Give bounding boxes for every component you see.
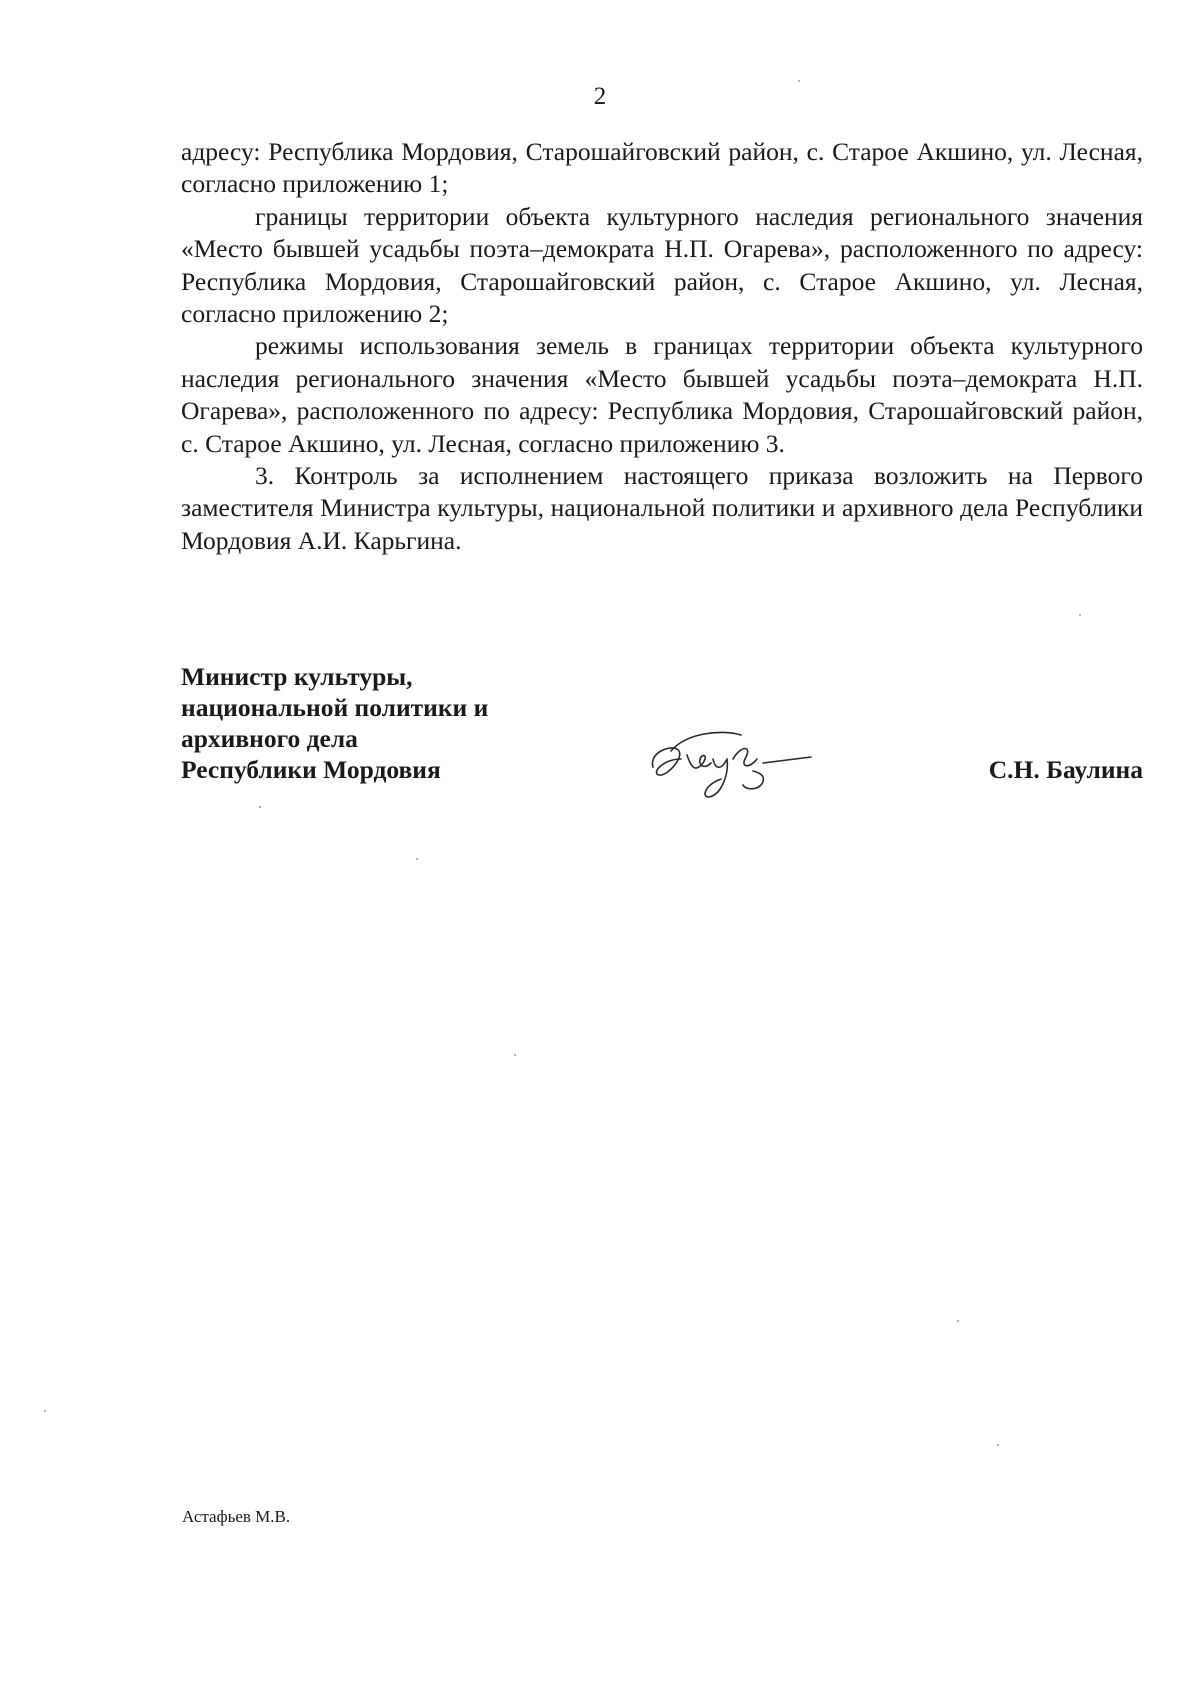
scan-speck <box>957 1320 959 1322</box>
scan-speck <box>259 806 261 808</box>
scan-speck <box>44 1410 46 1412</box>
document-body <box>181 136 1143 557</box>
paragraph-land-use-regimes: режимы использования земель в границах территории объекта культурного наследия регионального значения «Место бывшей усадьбы поэта–демократа Н.П. Огарева», расположенного по адресу: Республика Мордовия, Старошайговский район, с. Старое Акшино, ул. Лесная, согласно приложению 3. <box>181 331 1143 458</box>
signer-position-title <box>181 661 488 785</box>
paragraph-territory-boundaries: границы территории объекта культурного наследия регионального значения «Место бывшей усадьбы поэта–демократа Н.П. Огарева», расположенного по адресу: Республика Мордовия, Старошайговский район, с. Старое Акшино, ул. Лесная, согласно приложению 2; <box>181 201 1143 329</box>
signer-title-line: Республики Мордовия <box>181 755 441 784</box>
scan-speck <box>416 858 418 860</box>
scan-speck <box>1079 614 1081 616</box>
signer-name: С.Н. Баулина <box>988 755 1143 784</box>
scan-speck <box>997 1444 999 1446</box>
signer-title-line: национальной политики и <box>181 693 489 722</box>
handwritten-signature <box>641 715 841 801</box>
signature-block <box>181 661 1143 801</box>
page-number: 2 <box>593 83 607 110</box>
scan-speck <box>514 1054 516 1056</box>
signer-title-line: Министр культуры, <box>181 662 413 691</box>
paragraph-address-continuation: адресу: Республика Мордовия, Старошайговский район, с. Старое Акшино, ул. Лесная, согласно приложению 1; <box>181 137 1143 199</box>
executor-name: Астафьев М.В. <box>182 1507 291 1526</box>
scan-speck <box>798 80 800 82</box>
signer-title-line: архивного дела <box>181 724 358 753</box>
paragraph-control-clause: 3. Контроль за исполнением настоящего приказа возложить на Первого заместителя Министра культуры, национальной политики и архивного дела Республики Мордовия А.И. Карьгина. <box>181 461 1143 555</box>
